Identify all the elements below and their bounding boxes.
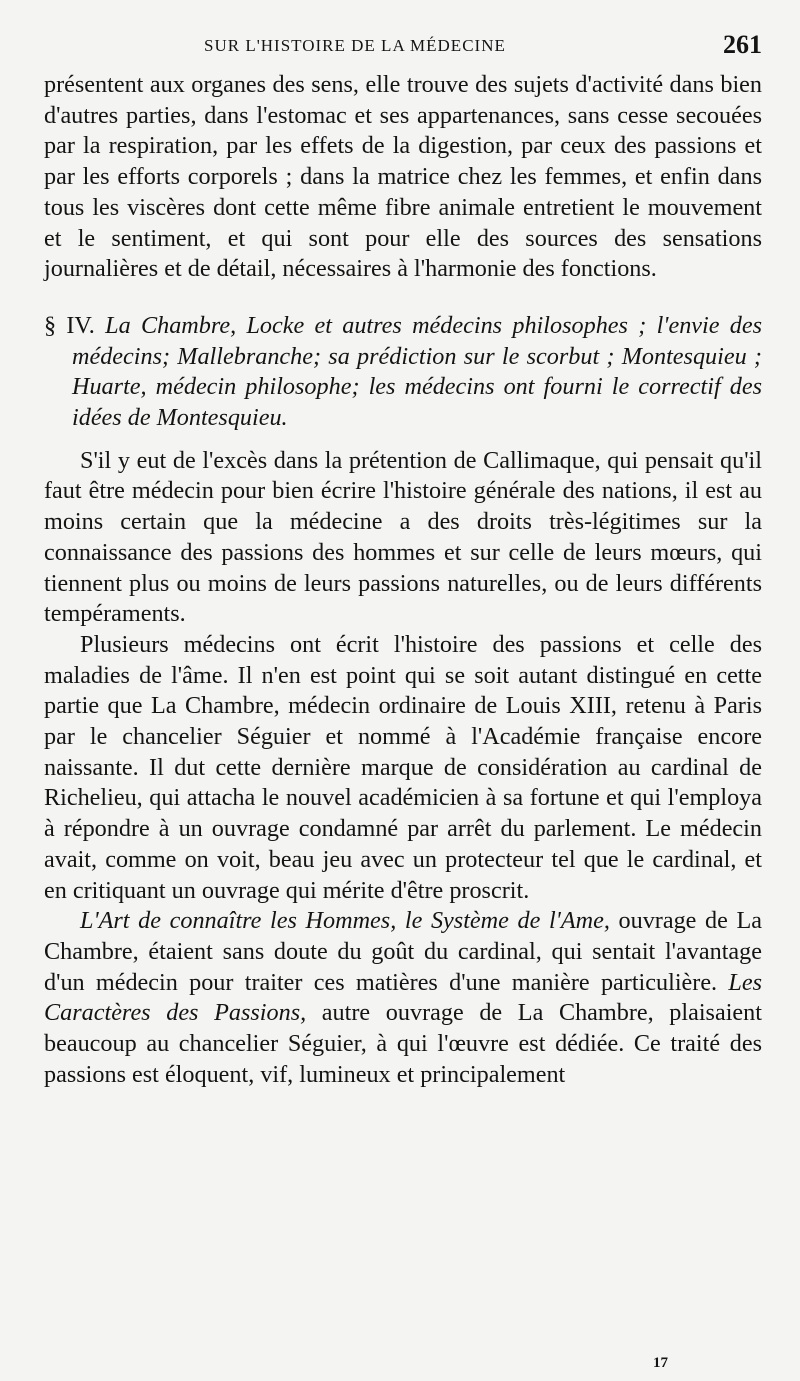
book-title-caracteres: Les Caractères des Passions, (44, 968, 762, 1027)
paragraph-ouvrages (44, 906, 762, 1090)
section-summary (44, 311, 762, 434)
paragraph-ouvrages-text-a: ouvrage de La Chambre, étaient sans doute du goût du cardinal, qui sentait l'avantage d'un médecin pour traiter ces matières d'une manière particulière. (44, 907, 763, 996)
paragraph-continuation: présentent aux organes des sens, elle trouve des sujets d'activité dans bien d'autres parties, dans l'estomac et ses appartenances, sans cesse secouées par la respiration, par les effets de la digestion, par ceux des passions et par les efforts corporels ; dans la matrice chez les femmes, et enfin dans tous les viscères dont cette même fibre animale entretient le mouvement et le sentiment, et qui sont pour elle des sources des sensations journalières et de détail, nécessaires à l'harmonie des fonctions. (44, 71, 762, 283)
running-title: SUR L'HISTOIRE DE LA MÉDECINE (204, 36, 506, 55)
paragraph-la-chambre: Plusieurs médecins ont écrit l'histoire des passions et celle des maladies de l'âme. Il n'en est point qui se soit autant distingué en cette partie que La Chambre, médecin ordinaire de Louis XIII, retenu à Paris par le chancelier Séguier et nommé à l'Académie française encore naissante. Il dut cette dernière marque de considération au cardinal de Richelieu, qui attacha le nouvel académicien à sa fortune et qui l'employa à répondre à un ouvrage condamné par arrêt du parlement. Le médecin avait, comme on voit, beau jeu avec un protecteur tel que le cardinal, et en critiquant un ouvrage qui mérite d'être proscrit. (44, 630, 762, 904)
signature-mark: 17 (653, 1355, 668, 1371)
page-number: 261 (723, 30, 762, 59)
body-text (44, 70, 762, 1091)
section-summary-text: La Chambre, Locke et autres médecins philosophes ; l'envie des médecins; Mallebranche; sa prédiction sur le scorbut ; Montesquieu ; Huarte, médecin philosophe; les médecins ont fourni le correctif des idées de Montesquieu. (72, 311, 763, 432)
paragraph-ouvrages-text-b: autre ouvrage de La Chambre, plaisaient beaucoup au chancelier Séguier, à qui l'œuvre est dédiée. Ce traité des passions est éloquent, vif, lumineux et principalement (44, 999, 762, 1088)
book-title-art: L'Art de connaître les Hommes, le Système de l'Ame, (80, 907, 610, 935)
paragraph-callimaque: S'il y eut de l'excès dans la prétention de Callimaque, qui pensait qu'il faut être médecin pour bien écrire l'histoire générale des nations, il est au moins certain que la médecine a des droits très-légitimes sur la connaissance des passions des hommes et sur celle de leurs mœurs, qui tiennent plus ou moins de leurs passions naturelles, ou de leurs différents tempéraments. (44, 446, 762, 628)
page-header (44, 30, 762, 64)
section-number: § IV. (44, 311, 95, 339)
